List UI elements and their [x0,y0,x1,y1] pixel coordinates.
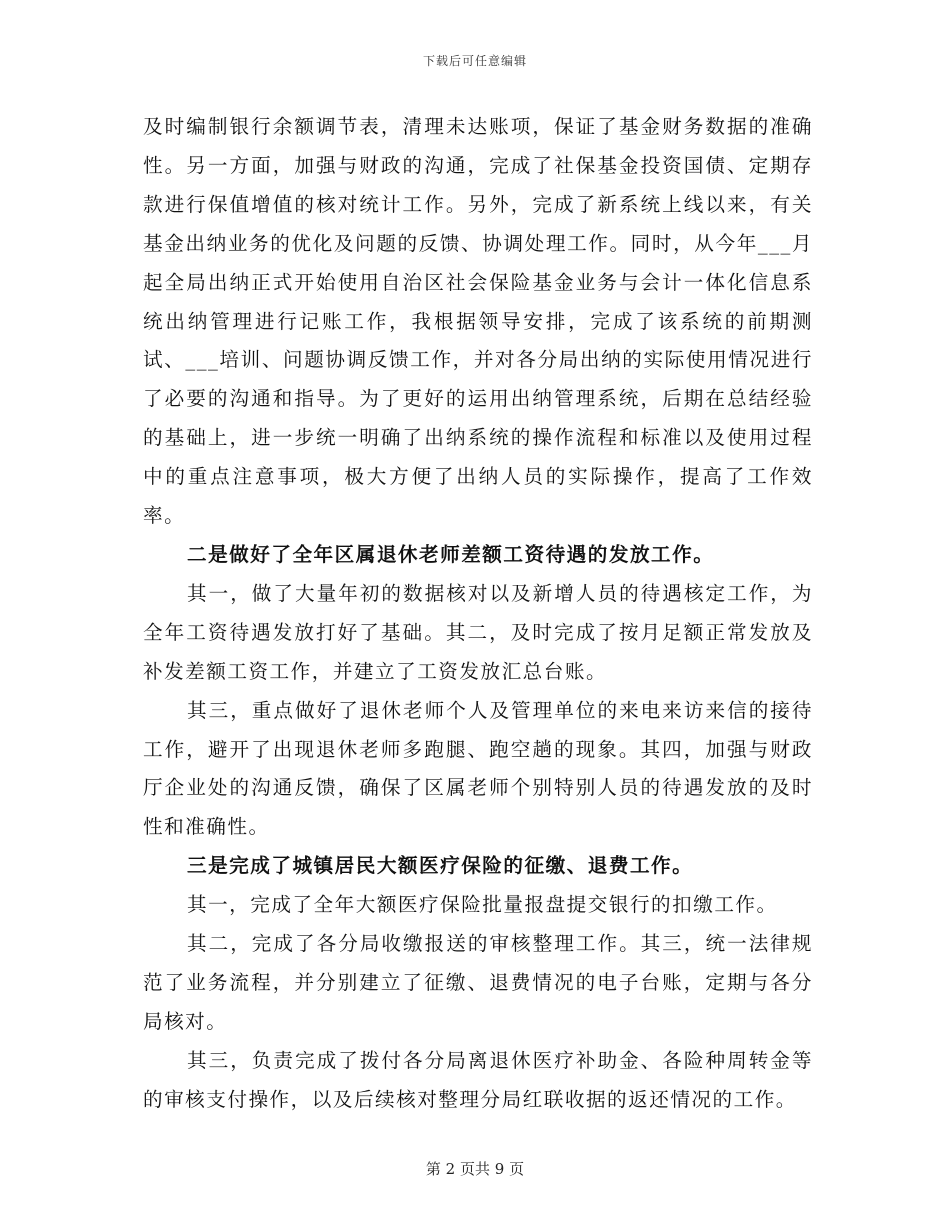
body-paragraph: 及时编制银行余额调节表，清理未达账项，保证了基金财务数据的准确性。另一方面，加强与财政的沟通，完成了社保基金投资国债、定期存款进行保值增值的核对统计工作。另外，完成了新系统上线以来，有关基金出纳业务的优化及问题的反馈、协调处理工作。同时，从今年___月起全局出纳正式开始使用自治区社会保险基金业务与会计一体化信息系统出纳管理进行记账工作，我根据领导安排，完成了该系统的前期测试、___培训、问题协调反馈工作，并对各分局出纳的实际使用情况进行了必要的沟通和指导。为了更好的运用出纳管理系统，后期在总结经验的基础上，进一步统一明确了出纳系统的操作流程和标准以及使用过程中的重点注意事项，极大方便了出纳人员的实际操作，提高了工作效率。 [143,115,813,528]
body-paragraph: 其三，重点做好了退休老师个人及管理单位的来电来访来信的接待工作，避开了出现退休老师多跑腿、跑空趟的现象。其四，加强与财政厅企业处的沟通反馈，确保了区属老师个别特别人员的待遇发放的及时性和准确性。 [143,698,813,839]
page-number: 第 2 页共 9 页 [425,1160,525,1178]
page-header: 下载后可任意编辑 [422,54,527,68]
section-heading: 二是做好了全年区属退休老师差额工资待遇的发放工作。 [187,542,715,566]
section-heading: 三是完成了城镇居民大额医疗保险的征缴、退费工作。 [187,854,694,878]
body-paragraph: 其一，完成了全年大额医疗保险批量报盘提交银行的扣缴工作。 [187,893,778,917]
body-paragraph: 其三，负责完成了拨付各分局离退休医疗补助金、各险种周转金等的审核支付操作，以及后续核对整理分局红联收据的返还情况的工作。 [143,1048,813,1111]
body-paragraph: 其一，做了大量年初的数据核对以及新增人员的待遇核定工作，为全年工资待遇发放打好了基础。其二，及时完成了按月足额正常发放及补发差额工资工作，并建立了工资发放汇总台账。 [143,581,813,683]
document-body [143,108,813,1120]
body-paragraph: 其二，完成了各分局收缴报送的审核整理工作。其三，统一法律规范了业务流程，并分别建立了征缴、退费情况的电子台账，定期与各分局核对。 [143,932,813,1033]
